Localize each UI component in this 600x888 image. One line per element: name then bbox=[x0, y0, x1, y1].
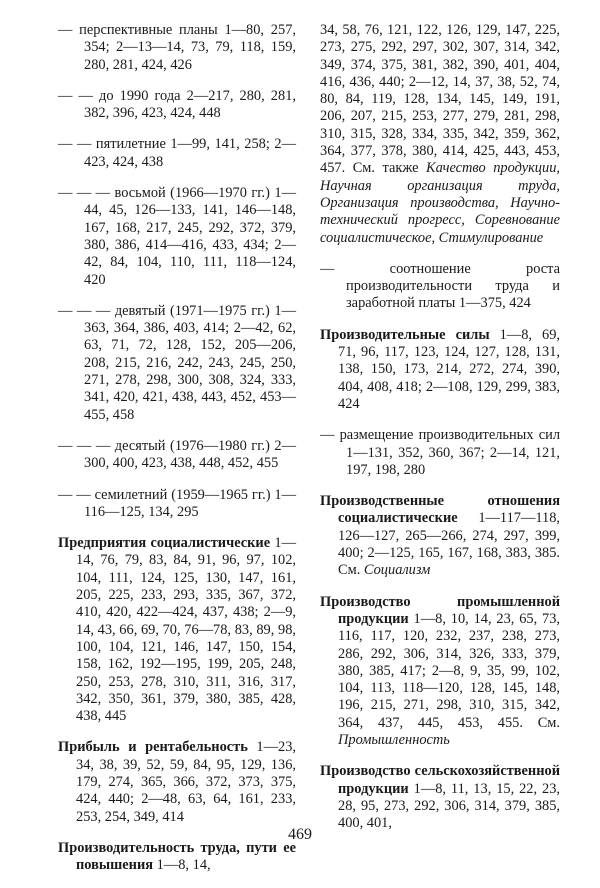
index-subentry bbox=[58, 438, 296, 473]
entry-references: — размещение производительных сил 1—131, 352, 360, 367; 2—14, 121, 197, 198, 280 bbox=[320, 427, 560, 478]
entry-references: 1—23, 34, 38, 39, 52, 59, 84, 95, 129, 136, 179, 274, 365, 366, 372, 373, 375, 424, 440; 2—48, 63, 64, 161, 233, 253, 254, 349, 414 bbox=[76, 739, 297, 825]
index-entry-continuation bbox=[320, 22, 560, 247]
index-entry bbox=[58, 535, 296, 725]
index-subentry bbox=[320, 427, 560, 479]
entry-heading: Прибыль и рентабельность bbox=[58, 739, 248, 756]
entry-references: 1—8, 11, 13, 15, 22, 23, 28, 95, 273, 292, 306, 314, 379, 385, 400, 401, bbox=[338, 780, 560, 832]
index-entry bbox=[320, 327, 560, 413]
entry-references: — соотношение роста производительности труда и заработной платы 1—375, 424 bbox=[320, 260, 560, 312]
cross-reference: Промышленность bbox=[338, 731, 450, 748]
index-entry bbox=[320, 493, 560, 579]
entry-references: — — до 1990 года 2—217, 280, 281, 382, 396, 423, 424, 448 bbox=[58, 87, 296, 122]
entry-references: 1—117—118, 126—127, 265—266, 274, 297, 399, 400; 2—125, 165, 167, 168, 383, 385. См. bbox=[338, 510, 560, 579]
index-subentry bbox=[58, 88, 296, 123]
entry-references: — — пятилетние 1—99, 141, 258; 2—423, 424, 438 bbox=[58, 136, 296, 170]
entry-references: 1—8, 14, bbox=[153, 857, 211, 874]
entry-heading: Производство промышленной продукции bbox=[320, 593, 560, 627]
entry-heading: Предприятия социалистические bbox=[58, 535, 271, 552]
index-subentry bbox=[320, 261, 560, 313]
index-subentry bbox=[58, 303, 296, 424]
index-subentry bbox=[58, 185, 296, 289]
entry-references: 34, 58, 76, 121, 122, 126, 129, 147, 225, 273, 275, 292, 297, 302, 307, 314, 342, 349, 374, 375, 381, 382, 390, 401, 404, 416, 436, 440; 2—12, 14, 37, 38, 52, 74, 80, 84, 119, 128, 134, 145, 149, 191, 206, 207, 215, 253, 277, 279, 281, 298, 310, 315, 328, 334, 335, 342, 359, 362, 364, 377, 378, 380, 414, 425, 443, 453, 457. См. также bbox=[320, 22, 560, 177]
cross-reference: Социализм bbox=[363, 562, 431, 579]
index-subentry bbox=[58, 22, 296, 74]
entry-references: 1—8, 10, 14, 23, 65, 73, 116, 117, 120, 232, 237, 238, 273, 286, 292, 306, 314, 326, 333, 379, 380, 385, 417; 2—8, 9, 35, 99, 102, 104, 113, 118—120, 128, 145, 148, 196, 215, 271, 298, 310, 315, 342, 364, 437, 445, 453, 455. См. bbox=[338, 610, 560, 731]
entry-references: 1—14, 76, 79, 83, 84, 91, 96, 97, 102, 104, 111, 124, 125, 130, 147, 161, 205, 225, 233, 293, 335, 367, 372, 410, 420, 422—424, 437, 438; 2—9, 14, 43, 66, 69, 70, 76—78, 83, 89, 98, 100, 104, 121, 146, 147, 150, 154, 158, 162, 192—195, 199, 205, 248, 250, 253, 278, 310, 311, 316, 317, 342, 350, 361, 379, 380, 385, 428, 438, 445 bbox=[76, 535, 296, 725]
entry-heading: Производство сельскохозяйственной продукции bbox=[320, 763, 560, 797]
right-column bbox=[320, 22, 560, 846]
entry-heading: Производительные силы bbox=[320, 326, 490, 343]
index-entry bbox=[58, 739, 296, 825]
cross-reference: Качество продукции, Научная организация труда, Организация производства, Научно-технический прогресс, Соревнование социалистическое, Стимулирование bbox=[320, 160, 560, 246]
index-entry bbox=[58, 840, 296, 875]
index-subentry bbox=[58, 136, 296, 171]
entry-heading: Производительность труда, пути ее повышения bbox=[58, 839, 296, 874]
page-number: 469 bbox=[288, 826, 312, 843]
entry-references: 1—8, 69, 71, 96, 117, 123, 124, 127, 128, 131, 138, 150, 173, 214, 272, 274, 390, 404, 408, 418; 2—108, 129, 299, 383, 424 bbox=[338, 326, 561, 412]
entry-references: — — — девятый (1971—1975 гг.) 1—363, 364, 386, 403, 414; 2—42, 62, 63, 71, 72, 128, 152, 205—206, 208, 215, 216, 242, 243, 245, 250, 271, 278, 298, 300, 308, 324, 333, 341, 420, 421, 438, 443, 452, 453—455, 458 bbox=[58, 302, 296, 423]
entry-heading: Производственные отношения социалистические bbox=[320, 493, 560, 527]
entry-references: — — — десятый (1976—1980 гг.) 2—300, 400, 423, 438, 448, 452, 455 bbox=[58, 437, 296, 472]
index-entry bbox=[320, 594, 560, 750]
entry-references: — перспективные планы 1—80, 257, 354; 2—13—14, 73, 79, 118, 159, 280, 281, 424, 426 bbox=[58, 22, 296, 73]
entry-references: — — — восьмой (1966—1970 гг.) 1—44, 45, 126—133, 141, 146—148, 167, 168, 217, 245, 292, 372, 379, 380, 386, 414—416, 433, 434; 2—42, 84, 104, 110, 111, 118—124, 420 bbox=[58, 185, 296, 288]
entry-references: — — семилетний (1959—1965 гг.) 1—116—125, 134, 295 bbox=[58, 486, 296, 520]
index-subentry bbox=[58, 487, 296, 522]
left-column bbox=[58, 22, 296, 888]
index-entry bbox=[320, 763, 560, 832]
